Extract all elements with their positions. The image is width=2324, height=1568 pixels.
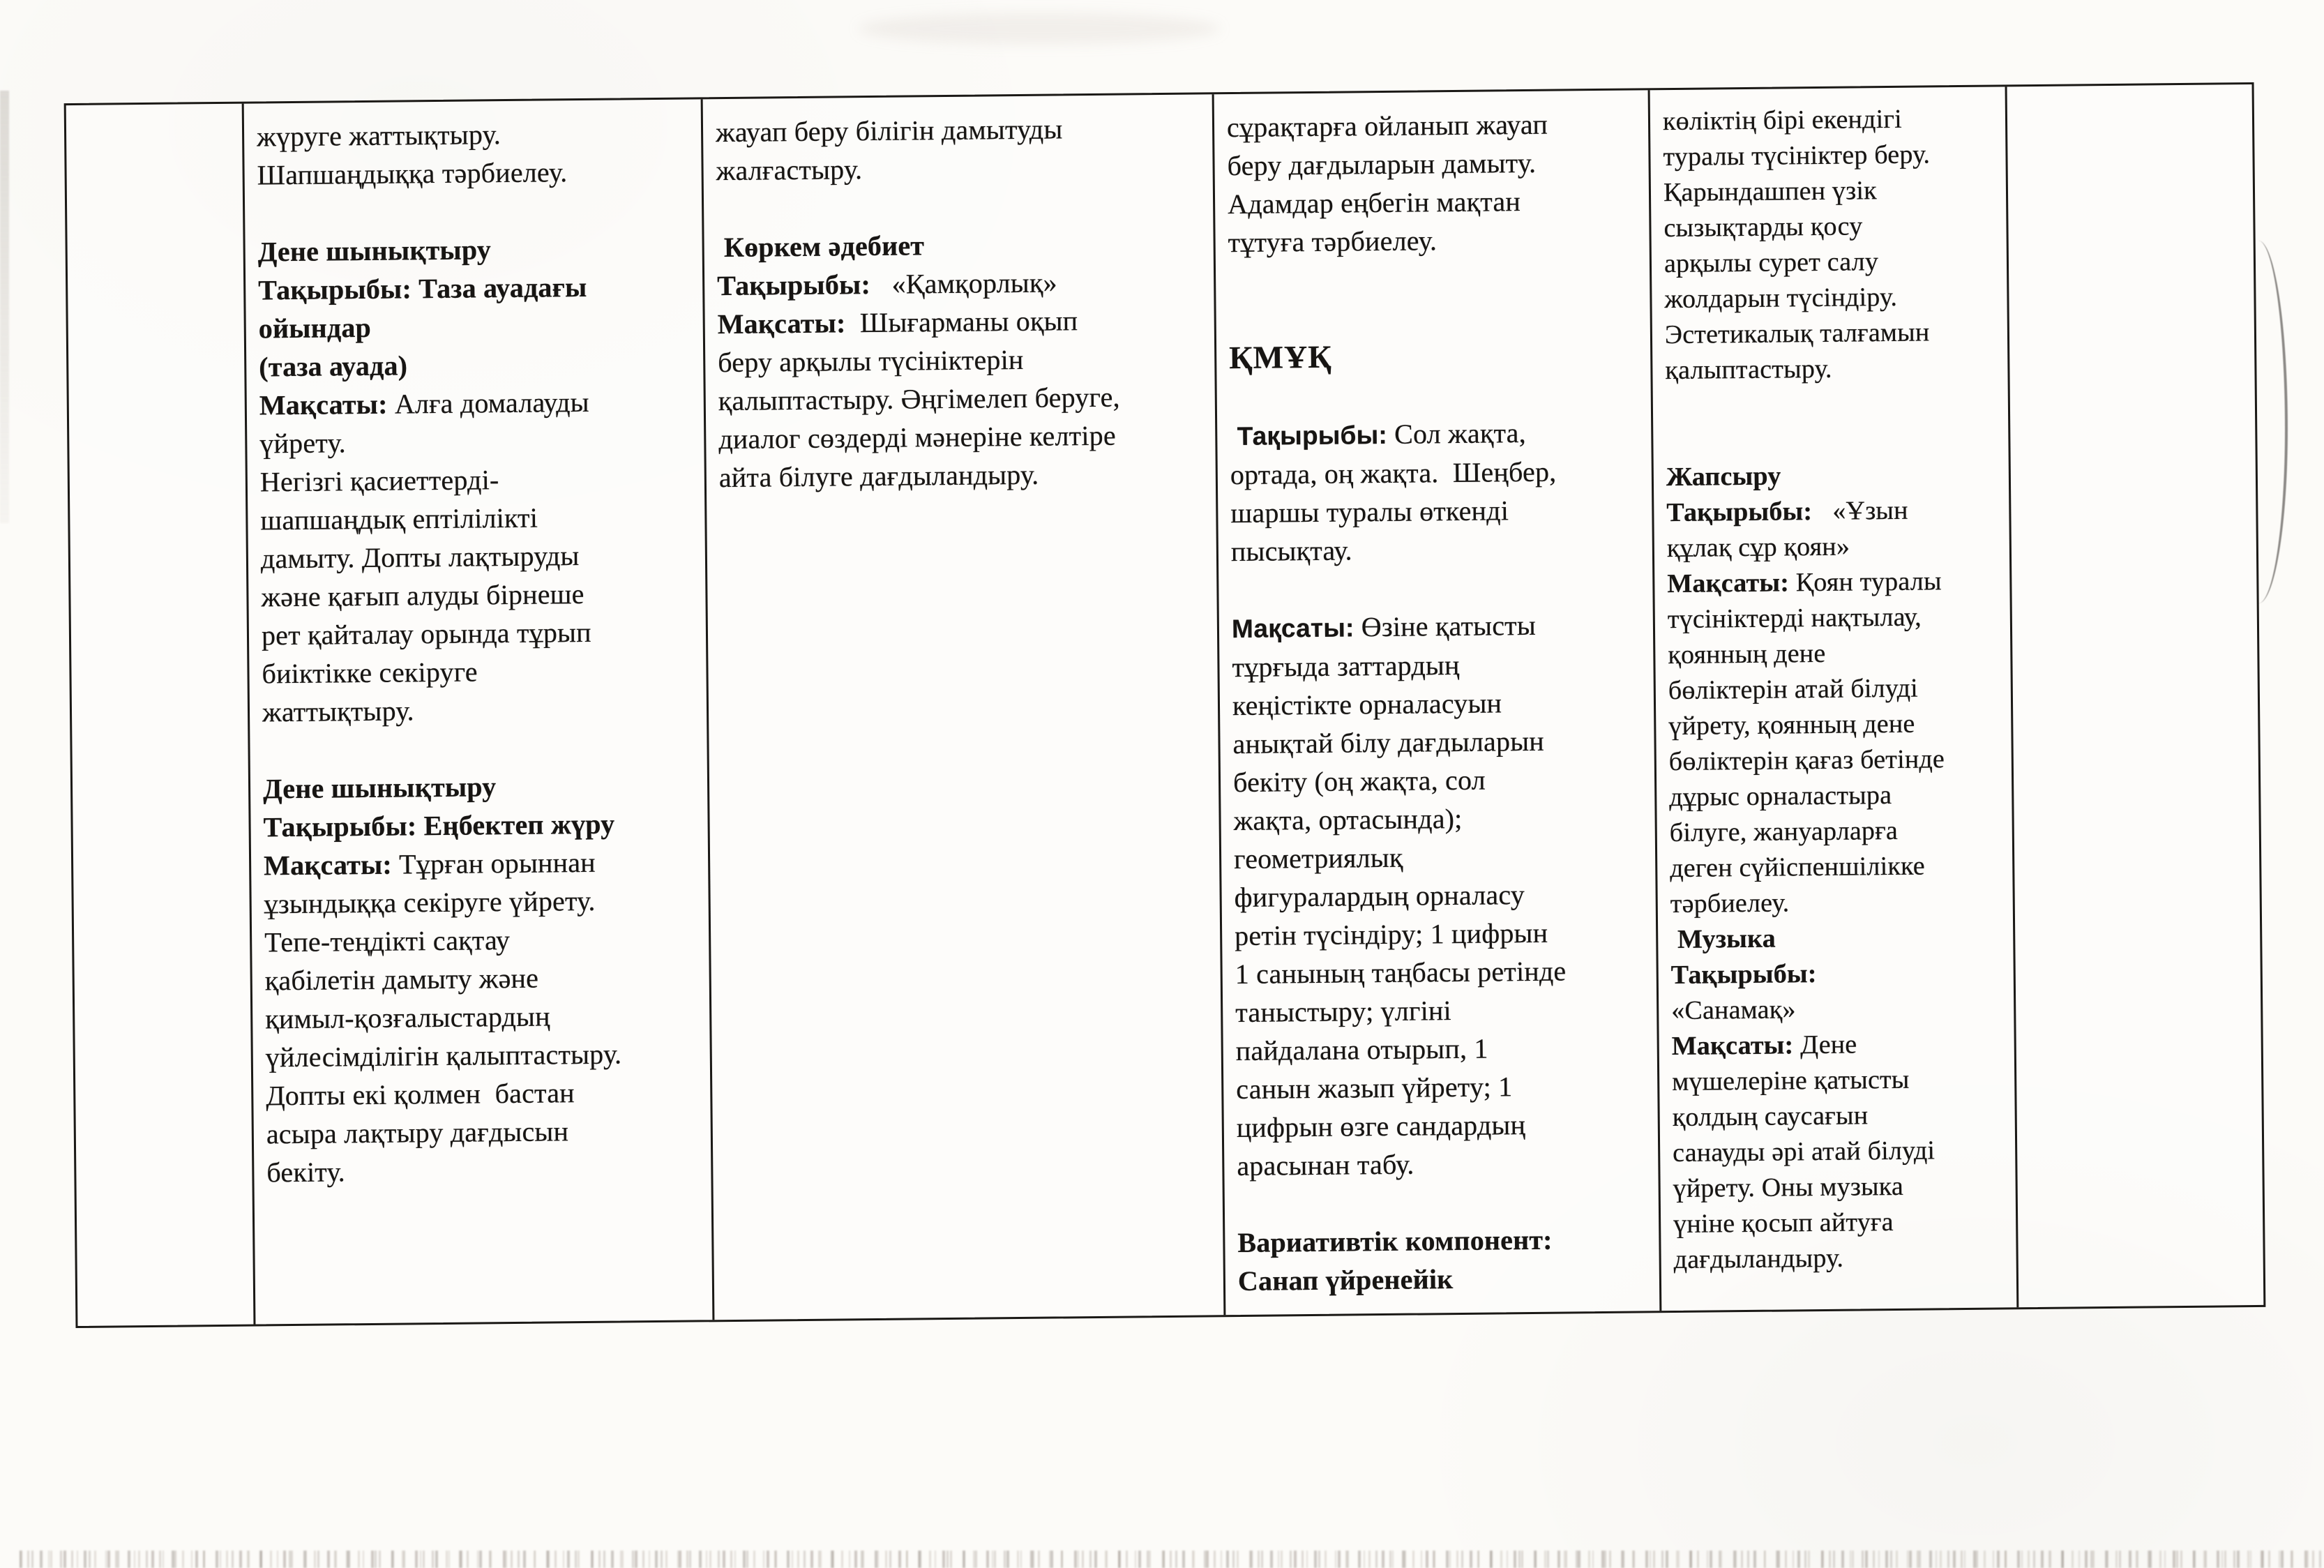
text-line <box>1230 374 1643 416</box>
text-line <box>264 957 700 1000</box>
text-segment: ҚМҰҚ <box>1228 338 1332 376</box>
text-segment: Мақсаты: <box>263 848 393 882</box>
text-line <box>264 919 700 961</box>
text-segment: жалғастыру. <box>716 153 863 187</box>
text-line <box>717 300 1205 343</box>
text-line <box>1229 334 1643 378</box>
text-segment: жауап беру білігін дамытуды <box>715 113 1063 149</box>
table-column-activities-column-2 <box>701 94 1224 1320</box>
text-segment: Шығарманы оқып <box>845 305 1078 339</box>
text-segment: құлақ сұр қоян» <box>1666 532 1850 564</box>
text-segment: Дене <box>1793 1030 1857 1060</box>
text-segment: анықтай білу дағдыларын <box>1232 725 1545 760</box>
text-segment: және қағып алуды бірнеше <box>261 578 584 613</box>
text-line <box>1672 1061 2006 1100</box>
text-segment: Мақсаты: <box>1667 568 1790 599</box>
text-line <box>1232 605 1645 648</box>
text-line <box>1237 1104 1650 1147</box>
text-line <box>1667 527 2001 566</box>
text-segment: рет қайталау орында тұрып <box>261 616 591 651</box>
text-line <box>258 305 694 347</box>
text-line <box>1233 797 1647 840</box>
text-segment: үйрету. <box>259 427 347 460</box>
text-line <box>1237 1181 1651 1223</box>
text-segment: санын жазып үйрету; 1 <box>1236 1071 1513 1106</box>
text-line <box>266 1072 702 1115</box>
text-segment: дұрыс орналастыра <box>1669 781 1892 813</box>
text-segment: Сол жақта, <box>1387 417 1527 450</box>
text-segment: ортада, оң жақта. Шеңбер, <box>1230 455 1557 491</box>
text-line <box>1663 101 1997 140</box>
text-segment: ойындар <box>258 311 372 345</box>
text-line <box>265 995 701 1038</box>
text-line <box>1235 1027 1649 1070</box>
text-segment: жүруге жаттықтыру. <box>256 119 501 153</box>
text-segment: цифрын өзге сандардың <box>1236 1109 1526 1144</box>
text-segment: Допты екі қолмен бастан <box>266 1077 575 1112</box>
text-segment: (таза ауада) <box>259 349 408 383</box>
text-segment: асыра лақтыру дағдысын <box>266 1115 569 1150</box>
text-line <box>1669 776 2003 815</box>
text-line <box>719 453 1207 497</box>
text-segment: Тақырыбы: <box>1670 959 1817 990</box>
text-segment: шапшаңдық ептілілікті <box>260 502 538 536</box>
text-segment: «Санамақ» <box>1671 995 1796 1026</box>
text-segment: пысықтау. <box>1230 534 1352 568</box>
text-segment: беру дағдыларын дамыту. <box>1227 146 1537 182</box>
text-line <box>1235 989 1649 1032</box>
text-line <box>718 377 1207 420</box>
text-line <box>1238 1258 1652 1300</box>
text-line <box>1663 172 1998 211</box>
text-line <box>257 151 693 194</box>
text-line <box>1237 1143 1650 1185</box>
text-segment: дамыту. Допты лақтыруды <box>260 540 580 575</box>
text-segment: түсініктерді нақтылау, <box>1667 602 1922 635</box>
text-line <box>1236 1066 1650 1108</box>
text-segment: дағдыландыру. <box>1673 1243 1844 1275</box>
table-column-activities-column-4 <box>1648 86 2017 1311</box>
text-segment: үйрету. Оны музыка <box>1673 1171 1904 1204</box>
text-line <box>1668 598 2002 638</box>
text-line <box>266 1034 702 1076</box>
text-segment: Шапшаңдыққа тәрбиелеу. <box>257 156 568 191</box>
text-segment: айта білуге дағдыландыру. <box>718 458 1039 494</box>
page-edge-curve-artifact <box>2258 241 2288 603</box>
text-segment: Тұрған орыннан <box>391 846 596 880</box>
text-line <box>1232 721 1646 763</box>
text-line <box>1670 919 2005 958</box>
text-segment: Алға домалауды <box>387 386 589 420</box>
text-segment: білуге, жануарларға <box>1669 815 1899 848</box>
text-line <box>259 420 695 462</box>
text-line <box>718 338 1206 382</box>
text-line <box>1671 990 2005 1029</box>
text-segment: бекіту. <box>266 1156 346 1189</box>
text-segment: фигуралардың орналасу <box>1234 879 1525 914</box>
text-segment: Вариативтік компонент: <box>1237 1223 1553 1259</box>
text-segment: жаттықтыру. <box>262 695 414 728</box>
text-line <box>1228 219 1641 262</box>
text-segment: Жапсыру <box>1666 461 1781 492</box>
text-line <box>1668 634 2002 673</box>
text-segment: Дене шынықтыру <box>262 771 497 805</box>
text-segment: Мақсаты: <box>1231 613 1355 644</box>
text-line <box>716 223 1205 266</box>
text-segment: тұрғыда заттардың <box>1232 649 1460 684</box>
text-segment: «Қамқорлық» <box>870 266 1057 301</box>
text-line <box>262 727 698 769</box>
text-segment: қолдың саусағын <box>1672 1101 1869 1133</box>
text-line <box>261 535 697 578</box>
text-segment: ұзындыққа секіруге үйрету. <box>264 884 596 920</box>
text-segment: диалог сөздерді мәнеріне келтіре <box>718 419 1117 455</box>
text-segment: Эстетикалық талғамын <box>1664 317 1930 350</box>
text-segment: Тақырыбы: Еңбектеп жүру <box>263 808 615 843</box>
text-line <box>1670 812 2004 851</box>
text-segment: үйрету, қоянның дене <box>1668 709 1915 741</box>
text-line <box>716 108 1204 151</box>
text-segment: сұрақтарға ойланып жауап <box>1226 108 1548 144</box>
text-segment: ретін түсіндіру; 1 цифрын <box>1234 917 1548 952</box>
text-segment: пайдалана отырып, 1 <box>1235 1032 1488 1067</box>
text-line <box>1227 142 1640 185</box>
text-segment: үйлесімділігін қалыптастыру. <box>265 1038 622 1073</box>
text-line <box>262 650 697 693</box>
text-line <box>716 146 1204 190</box>
text-line <box>1671 954 2005 993</box>
text-line <box>1235 912 1648 955</box>
text-line <box>716 185 1205 228</box>
text-segment: бөліктерін қағаз бетінде <box>1668 744 1945 777</box>
text-line <box>257 113 693 156</box>
text-line <box>1664 278 1998 317</box>
text-line <box>1666 492 2000 531</box>
text-segment: тәрбиелеу. <box>1670 888 1790 919</box>
text-line <box>1665 349 1999 389</box>
table-column-empty-left-column <box>66 104 254 1326</box>
text-segment: Қоян туралы <box>1788 566 1942 598</box>
text-line <box>257 228 693 271</box>
text-segment: Тақырыбы: <box>1666 497 1813 528</box>
text-segment: Адамдар еңбегін мақтан <box>1227 186 1521 220</box>
text-line <box>263 765 699 808</box>
text-line <box>1230 412 1643 455</box>
text-line <box>264 880 700 923</box>
text-segment: беру арқылы түсініктерін <box>718 343 1024 379</box>
text-line <box>718 415 1207 458</box>
text-line <box>266 1110 702 1153</box>
text-segment: «Ұзын <box>1812 495 1908 527</box>
text-line <box>1237 1219 1651 1262</box>
text-segment: Тепе-теңдікті сақтау <box>264 924 511 958</box>
table-column-activities-column-1 <box>242 99 713 1324</box>
text-line <box>1673 1168 2007 1207</box>
text-line <box>1670 883 2005 922</box>
text-line <box>1231 566 1645 609</box>
text-segment: Тақырыбы: Таза ауадағы <box>258 271 587 306</box>
text-segment: Дене шынықтыру <box>257 234 492 268</box>
text-segment: биіктікке секіруге <box>262 656 478 690</box>
text-segment: геометриялық <box>1233 841 1403 875</box>
text-segment: бекіту (оң жақта, сол <box>1232 764 1486 799</box>
text-segment: көліктің бірі екендігі <box>1662 104 1903 137</box>
text-segment: Өзіне қатысты <box>1354 609 1537 643</box>
text-line <box>1230 490 1644 532</box>
text-segment: жақта, ортасында); <box>1233 802 1463 837</box>
text-line <box>1673 1203 2007 1242</box>
text-line <box>1669 741 2003 780</box>
text-segment: санауды әрі атай білуді <box>1672 1136 1936 1168</box>
text-line <box>262 688 698 731</box>
scan-edge-artifact-left <box>0 91 9 523</box>
text-line <box>1231 528 1645 571</box>
text-line <box>1673 1132 2007 1171</box>
text-line <box>1670 847 2004 887</box>
text-segment: Негізгі қасиеттерді- <box>259 464 499 498</box>
text-segment: Мақсаты: <box>1671 1030 1794 1062</box>
text-line <box>263 804 699 846</box>
text-line <box>717 262 1205 305</box>
text-segment: қалыптастыру. <box>1665 354 1832 386</box>
text-line <box>1230 451 1644 494</box>
table-column-empty-right-column <box>2005 84 2264 1307</box>
text-line <box>1232 644 1645 686</box>
text-segment: үніне қосып айтуға <box>1673 1207 1894 1239</box>
text-line <box>1233 759 1647 801</box>
text-line <box>1667 563 2001 602</box>
text-line <box>1671 1025 2005 1064</box>
table-column-activities-column-3 <box>1212 90 1660 1315</box>
scan-smudge-artifact <box>858 13 1221 45</box>
text-segment: Тақырыбы: <box>716 269 871 302</box>
text-segment: Тақырыбы: <box>1230 420 1388 451</box>
text-line <box>1666 456 2000 495</box>
text-segment: тұтуға тәрбиелеу. <box>1228 225 1438 259</box>
text-line <box>1235 951 1648 993</box>
text-segment: кеңістікте орналасуын <box>1232 687 1502 722</box>
text-line <box>1668 670 2002 709</box>
text-segment: Қарындашпен үзік <box>1663 176 1877 208</box>
text-line <box>257 190 693 232</box>
text-line <box>260 458 696 501</box>
text-segment: жолдарын түсіндіру. <box>1664 282 1898 315</box>
text-line <box>1665 314 1999 353</box>
lesson-plan-table <box>64 82 2266 1328</box>
text-line <box>1668 705 2002 744</box>
text-line <box>266 1149 702 1191</box>
text-segment: қоянның дене <box>1668 638 1826 670</box>
text-line <box>1663 137 1997 176</box>
text-line <box>1234 874 1647 917</box>
text-line <box>1673 1239 2007 1278</box>
text-line <box>1227 104 1640 146</box>
text-segment: қалыптастыру. Әңгімелеп беруге, <box>718 381 1120 417</box>
text-line <box>1672 1096 2006 1136</box>
text-segment: арқылы сурет салу <box>1663 247 1879 279</box>
text-segment: бөліктерін атай білуді <box>1668 673 1919 706</box>
text-line <box>264 842 700 884</box>
text-segment: Көркем әдебиет <box>716 229 925 264</box>
cut-off-text-artifact <box>20 1551 2321 1568</box>
text-segment: Мақсаты: <box>259 388 388 421</box>
text-line <box>1228 181 1641 223</box>
text-segment: қабілетін дамыту және <box>264 962 539 997</box>
text-line <box>259 382 695 424</box>
text-segment: сызықтарды қосу <box>1663 211 1863 243</box>
text-line <box>1663 208 1998 247</box>
text-segment: Санап үйренейік <box>1237 1263 1454 1297</box>
text-line <box>1232 682 1646 725</box>
text-line <box>1664 243 1998 282</box>
text-segment: туралы түсініктер беру. <box>1663 140 1931 172</box>
text-line <box>1234 836 1647 878</box>
text-segment: арасынан табу. <box>1237 1148 1414 1182</box>
text-segment: деген сүйіспеншілікке <box>1670 851 1926 884</box>
text-line <box>260 497 696 539</box>
text-segment: таныстыру; үлгіні <box>1235 995 1452 1029</box>
text-segment: шаршы туралы өткенді <box>1230 495 1509 529</box>
text-line <box>1228 257 1642 300</box>
text-line <box>1666 421 2000 460</box>
text-line <box>1666 385 2000 424</box>
text-line <box>1228 296 1642 338</box>
text-line <box>259 343 695 386</box>
text-line <box>261 573 697 616</box>
text-line <box>258 266 694 309</box>
text-segment: 1 санының таңбасы ретінде <box>1235 955 1567 990</box>
text-segment: мүшелеріне қатысты <box>1672 1064 1910 1097</box>
text-segment: Мақсаты: <box>717 307 846 340</box>
text-line <box>262 612 697 654</box>
text-segment: қимыл-қозғалыстардың <box>265 1000 550 1035</box>
text-segment: Музыка <box>1670 924 1776 955</box>
